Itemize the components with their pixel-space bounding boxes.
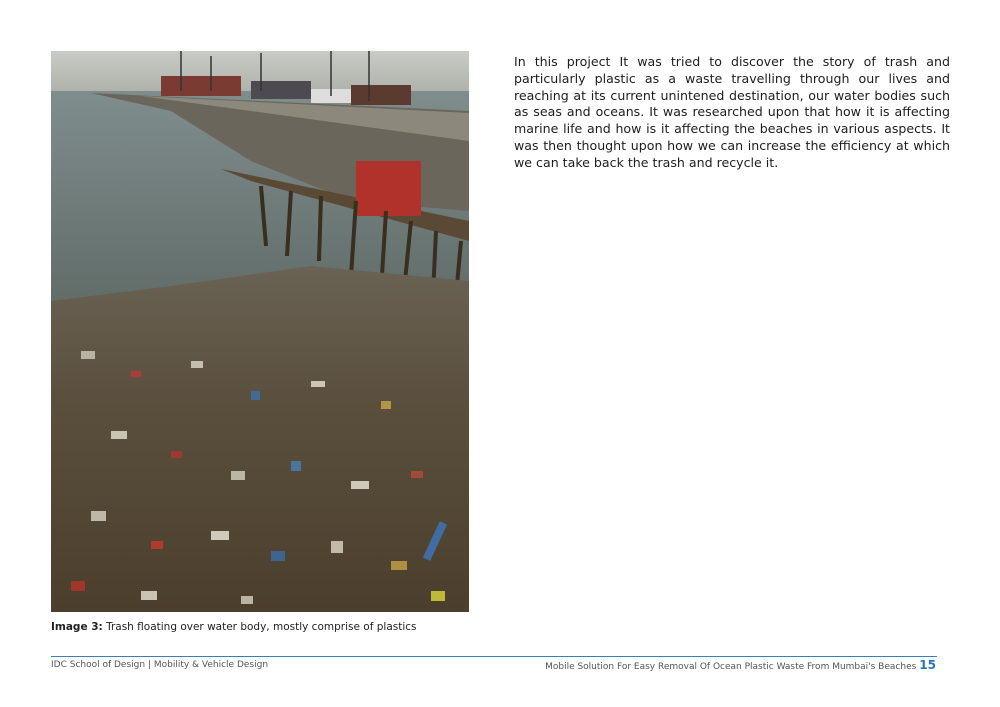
- caption-text: Trash floating over water body, mostly comprise of plastics: [106, 621, 417, 633]
- body-paragraph: In this project It was tried to discover the story of trash and particularly plastic as a waste travelling through our lives and reaching at its current unintened destination, our water bodies such as seas and oceans. It was researched upon that how it is affecting marine life and how is it affecting the beaches in various aspects. It was then thought upon how we can increase the efficiency at which we can take back the trash and recycle it.: [514, 54, 950, 170]
- footer-divider: [51, 656, 937, 657]
- figure-caption: [51, 621, 481, 633]
- page-number: 15: [919, 658, 936, 672]
- caption-label: Image 3:: [51, 621, 103, 633]
- footer-institution: IDC School of Design | Mobility & Vehicle Design: [51, 660, 269, 670]
- trash-photo: [51, 51, 469, 612]
- footer-title: [545, 658, 936, 672]
- footer-project-title: Mobile Solution For Easy Removal Of Ocean Plastic Waste From Mumbai's Beaches: [545, 662, 917, 672]
